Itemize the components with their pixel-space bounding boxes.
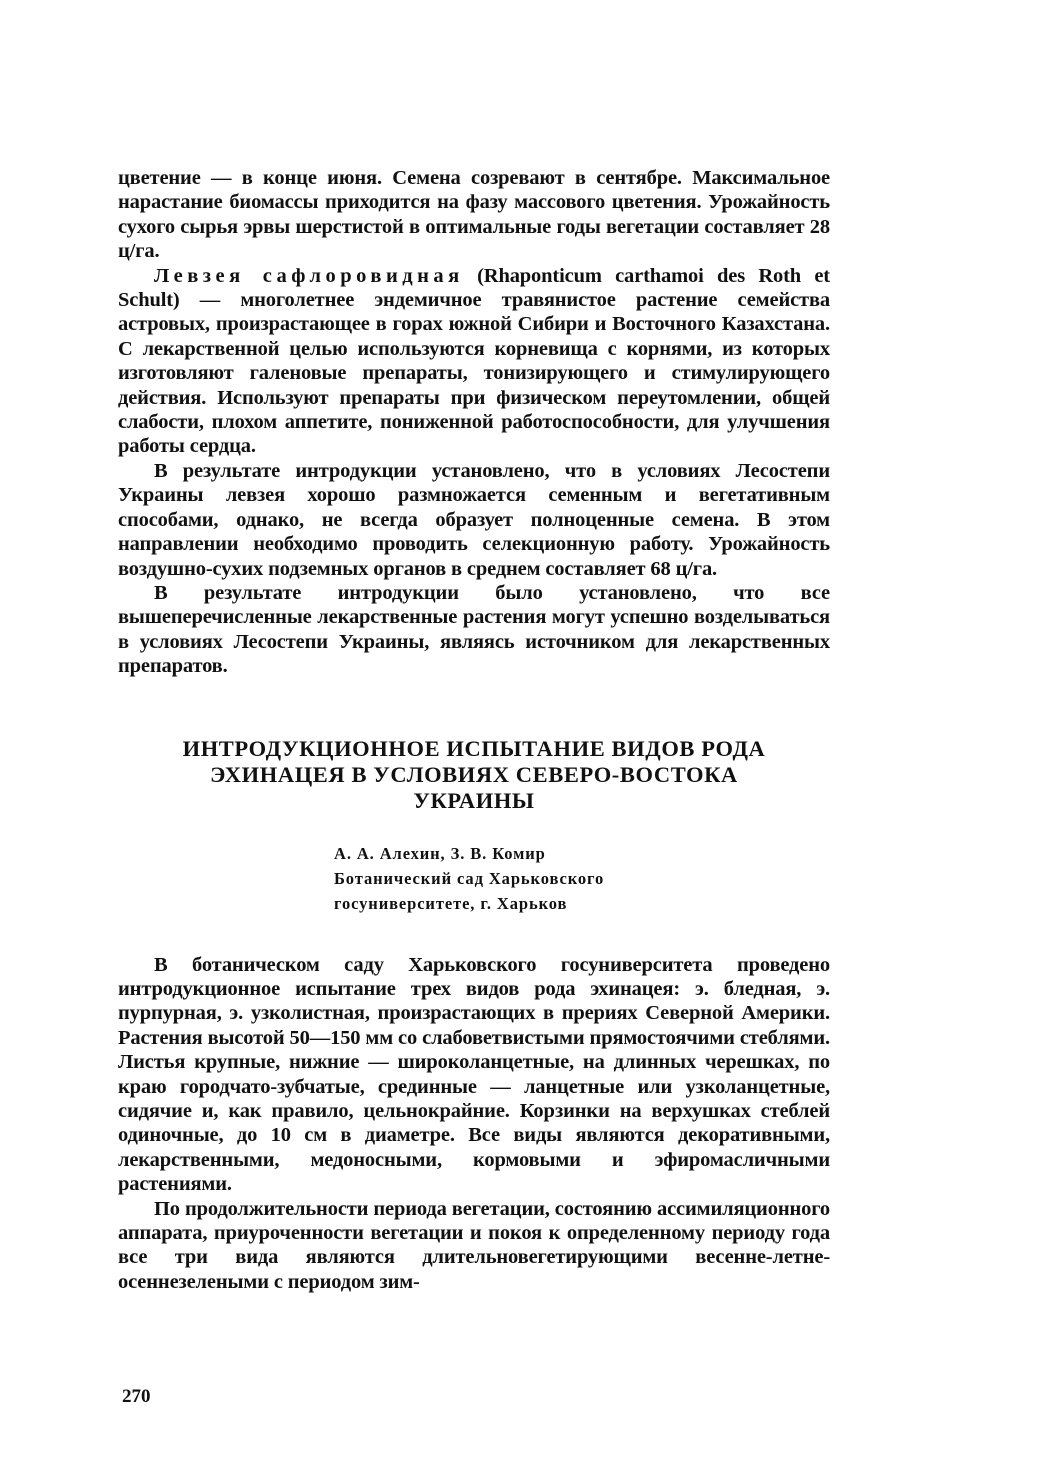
article-title-line-3: УКРАИНЫ bbox=[413, 787, 535, 813]
page-content bbox=[118, 166, 830, 1294]
paragraph-levzea-introduction: В результате интродукции установлено, что в условиях Лесостепи Украины левзея хорошо размножается семенным и вегетативным способами, однако, не всегда образует полноценные семена. В этом направлении необходимо проводить селекционную работу. Урожайность воздушно-сухих подземных органов в среднем составляет 68 ц/га. bbox=[118, 459, 830, 580]
paragraph-levzea-description bbox=[118, 264, 830, 459]
paragraph-conclusion: В результате интродукции было установлено, что все вышеперечисленные лекарственные растения могут успешно возделываться в условиях Лесостепи Украины, являясь источником для лекарственных препаратов. bbox=[118, 581, 830, 678]
article-title bbox=[118, 736, 830, 814]
species-name-levzea: Левзея сафлоровидная bbox=[154, 264, 464, 287]
levzea-description-text: (Rhaponticum carthamoi des Roth et Schult) — многолетнее эндемичное травянистое растение семейства астровых, произрастающее в горах южной Сибири и Восточного Казахстана. С лекарственной целью используются корневища с корнями, из которых изготовляют галеновые препараты, тонизирующего и стимулирующего действия. Используют препараты при физическом переутомлении, общей слабости, плохом аппетите, пониженной работоспособности, для улучшения работы сердца. bbox=[118, 264, 830, 458]
affiliation-line-1: Ботанический сад Харьковского bbox=[334, 868, 605, 888]
paragraph-echinacea-vegetation: По продолжительности периода вегетации, состоянию ассимиляционного аппарата, приуроченности вегетации и покоя к определенному периоду года все три вида являются длительновегетирующими весенне-летне-осеннезелеными с периодом зим- bbox=[118, 1197, 830, 1293]
page-number: 270 bbox=[122, 1386, 151, 1407]
article-title-line-1: ИНТРОДУКЦИОННОЕ ИСПЫТАНИЕ ВИДОВ РОДА bbox=[182, 735, 766, 761]
paragraph-erva-ending: цветение — в конце июня. Семена созревают в сентябре. Максимальное нарастание биомассы приходится на фазу массового цветения. Урожайность сухого сырья эрвы шерстистой в оптимальные годы вегетации составляет 28 ц/га. bbox=[118, 167, 830, 263]
author-block bbox=[334, 841, 830, 916]
affiliation-line-2: госуниверситете, г. Харьков bbox=[334, 893, 568, 913]
author-names: А. А. Алехин, З. В. Комир bbox=[334, 843, 546, 863]
article-body bbox=[118, 953, 830, 1295]
article-title-line-2: ЭХИНАЦЕЯ В УСЛОВИЯХ СЕВЕРО-ВОСТОКА bbox=[210, 761, 738, 787]
paragraph-echinacea-description: В ботаническом саду Харьковского госуниверситета проведено интродукционное испытание трех видов рода эхинацея: э. бледная, э. пурпурная, э. узколистная, произрастающих в прериях Северной Америки. Растения высотой 50—150 мм со слабоветвистыми прямостоячими стеблями. Листья крупные, нижние — широколанцетные, на длинных черешках, по краю городчато-зубчатые, срединные — ланцетные или узколанцетные, сидячие и, как правило, цельнокрайние. Корзинки на верхушках стеблей одиночные, до 10 см в диаметре. Все виды являются декоративными, лекарственными, медоносными, кормовыми и эфиромасличными растениями. bbox=[118, 953, 830, 1196]
